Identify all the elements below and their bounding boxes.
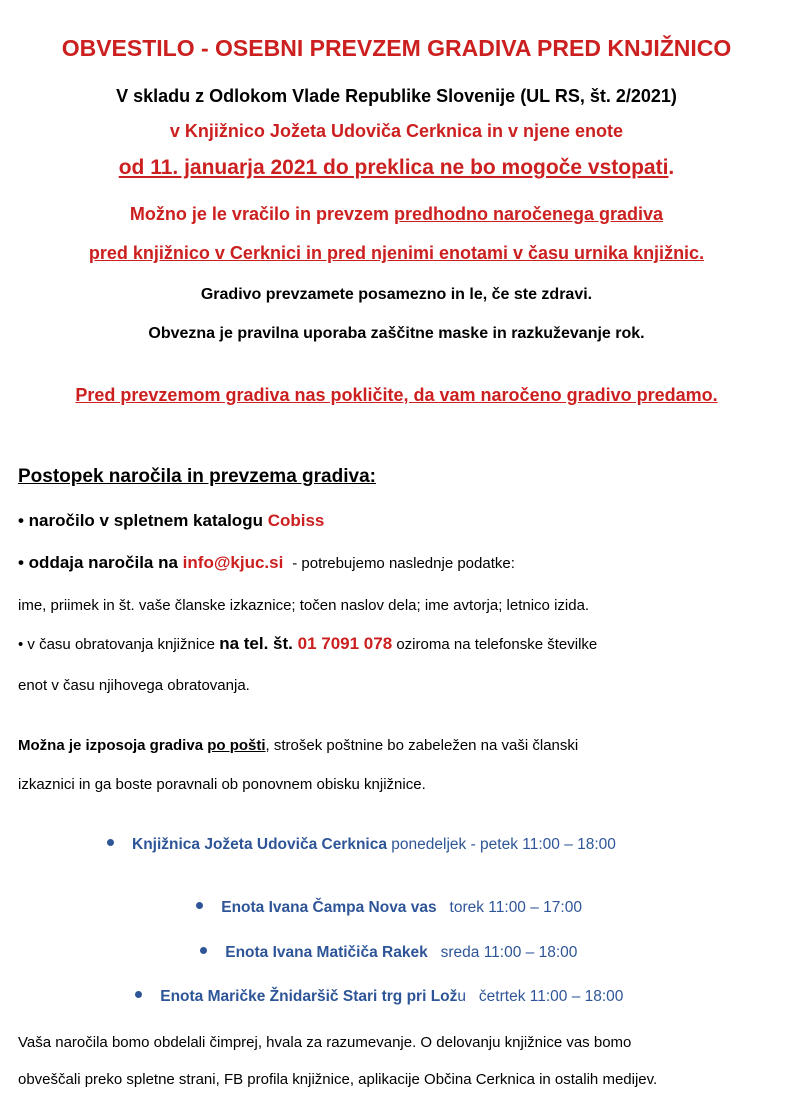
bullet-icon <box>200 947 207 954</box>
procedure-item-email <box>18 553 515 573</box>
bullet-icon <box>196 902 203 909</box>
call-before-line: Pred prevzemom gradiva nas pokličite, da vam naročeno gradivo predamo. <box>75 385 718 405</box>
catalog-prefix: • naročilo v spletnem katalogu <box>18 511 268 530</box>
post-loan-start: Možna je izposoja gradiva <box>18 737 208 754</box>
footer-line-2: obveščali preko spletne strani, FB profila knjižnice, aplikacije Občina Cerknica in ostalih medijev. <box>18 1071 658 1088</box>
location-hours: četrtek 11:00 – 18:00 <box>466 988 624 1005</box>
notice-title-text: OBVESTILO - OSEBNI PREVZEM GRADIVA PRED KNJIŽNICO <box>61 35 732 61</box>
bullet-icon <box>135 991 142 998</box>
closure-line <box>0 156 793 180</box>
location-hours: torek 11:00 – 17:00 <box>436 899 582 916</box>
email-details: ime, priimek in št. vaše članske izkaznice; točen naslov dela; ime avtorja; letnico izida. <box>18 597 590 614</box>
location-name-tail: u <box>457 988 467 1005</box>
bullet-icon <box>107 839 114 846</box>
location-name: Knjižnica Jožeta Udoviča Cerknica <box>132 836 387 853</box>
post-loan-line-2: izkaznici in ga boste poravnali ob ponovnem obisku knjižnice. <box>18 776 426 793</box>
closure-date-text: od 11. januarja 2021 do preklica ne bo mogoče vstopati <box>118 156 669 179</box>
phone-prefix: • v času obratovanja knjižnice <box>18 636 220 653</box>
pickup-location-line: pred knjižnico v Cerknici in pred njenimi enotami v času urnika knjižnic. <box>88 243 705 263</box>
phone-number[interactable]: 01 7091 078 <box>297 634 393 653</box>
location-name: Enota Maričke Žnidaršič Stari trg pri Lož <box>160 988 458 1005</box>
location-item <box>118 970 623 1024</box>
preordered-material-text: predhodno naročenega gradiva <box>394 204 664 224</box>
healthy-line: Gradivo prevzamete posamezno in le, če ste zdravi. <box>200 286 593 303</box>
notice-title <box>0 35 793 62</box>
email-prefix: • oddaja naročila na <box>18 553 183 572</box>
location-hours: ponedeljek - petek 11:00 – 18:00 <box>386 836 616 853</box>
location-name: Enota Ivana Matičiča Rakek <box>225 944 428 961</box>
procedure-item-phone <box>18 634 597 654</box>
phone-suffix: oziroma na telefonske številke <box>392 636 598 653</box>
by-post-text: po pošti <box>207 737 266 754</box>
phone-continuation: enot v času njihovega obratovanja. <box>18 677 250 694</box>
location-item <box>107 836 616 854</box>
footer-line-1: Vaša naročila bomo obdelali čimprej, hvala za razumevanje. O delovanju knjižnice vas bomo <box>18 1034 632 1051</box>
decree-line: V skladu z Odlokom Vlade Republike Slovenije (UL RS, št. 2/2021) <box>116 86 677 106</box>
post-loan-rest: , strošek poštnine bo zabeležen na vaši članski <box>265 737 579 754</box>
location-hours: sreda 11:00 – 18:00 <box>427 944 578 961</box>
phone-label: na tel. št. <box>219 634 298 653</box>
cobiss-link[interactable]: Cobiss <box>267 511 325 530</box>
procedure-item-catalog <box>18 511 324 531</box>
email-link[interactable]: info@kjuc.si <box>182 553 284 572</box>
mask-line: Obvezna je pravilna uporaba zaščitne maske in razkuževanje rok. <box>148 325 645 342</box>
closure-period: . <box>668 156 675 179</box>
return-line <box>0 204 793 225</box>
email-suffix: - potrebujemo naslednje podatke: <box>288 555 515 572</box>
library-line: v Knjižnico Jožeta Udoviča Cerknica in v njene enote <box>169 121 624 141</box>
location-name: Enota Ivana Čampa Nova vas <box>221 899 437 916</box>
post-loan-line <box>18 737 578 754</box>
procedure-heading: Postopek naročila in prevzema gradiva: <box>18 466 376 487</box>
return-line-start: Možno je le vračilo in prevzem <box>129 204 394 224</box>
